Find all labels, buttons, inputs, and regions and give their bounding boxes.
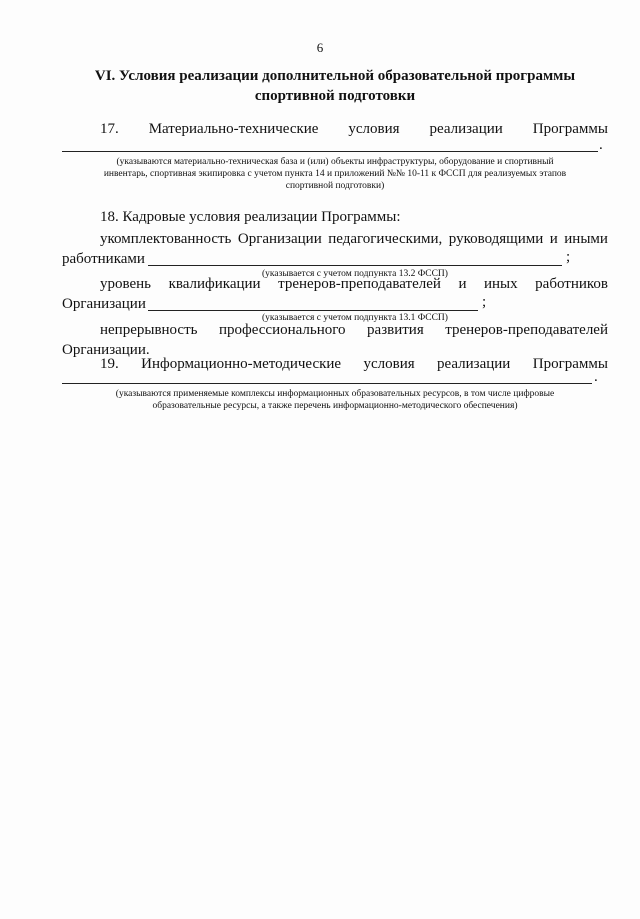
item-19-word: условия <box>363 356 415 372</box>
item-18-continuity-word: развития <box>367 322 424 338</box>
item-18-heading: 18. Кадровые условия реализации Программы: <box>100 209 401 225</box>
item-18-qualification-cont: Организации <box>62 296 146 312</box>
section-title-line-1: VI. Условия реализации дополнительной образовательной программы <box>94 68 576 84</box>
item-18-staffing-fill-line <box>148 265 562 266</box>
item-19-note <box>62 388 608 412</box>
item-19-word: 19. <box>100 356 119 372</box>
item-18-staffing-punct: ; <box>566 249 571 265</box>
item-17-note-line-3: спортивной подготовки) <box>285 181 385 191</box>
item-17-line <box>100 120 608 139</box>
section-title-line-2: спортивной подготовки <box>254 88 416 104</box>
item-18-continuity-cont: Организации. <box>62 342 150 358</box>
item-19-note-line-1: (указываются применяемые комплексы информационных образовательных ресурсов, в том числе цифровые <box>115 389 555 399</box>
item-18-continuity-word: профессионального <box>218 322 346 338</box>
item-18-staffing-word: укомплектованность <box>100 231 232 247</box>
item-18-continuity-word: непрерывность <box>100 322 198 338</box>
item-18-qualification-word: работников <box>535 276 608 292</box>
item-19-word: реализации <box>437 356 511 372</box>
page-number: 6 <box>316 40 324 55</box>
item-18-qualification-punct: ; <box>482 294 487 310</box>
item-17-end-punct: . <box>599 137 603 153</box>
item-18-qualification-word: тренеров-преподавателей <box>278 276 441 292</box>
item-17-word: реализации <box>429 121 503 137</box>
item-17-word: Программы <box>532 121 608 137</box>
item-18-qualification-word: уровень <box>100 276 152 292</box>
item-19-line <box>100 355 608 374</box>
item-18-staffing-word: Организации <box>237 231 322 247</box>
item-18-qualification-line <box>100 275 608 294</box>
item-18-staffing-line <box>100 230 608 249</box>
item-18-staffing-cont: работниками <box>62 251 145 267</box>
item-18-staffing-word: иными <box>564 231 608 247</box>
item-18-qualification-fill-line <box>148 310 478 311</box>
item-19-note-line-2: образовательные ресурсы, а также перечень информационно-методического обеспечения) <box>152 401 518 411</box>
item-18-staffing-note: (указывается с учетом подпункта 13.2 ФССП) <box>262 269 448 279</box>
item-17-note <box>62 156 608 192</box>
item-17-word: 17. <box>100 121 119 137</box>
item-18-continuity-line <box>100 321 608 340</box>
item-17-fill-line <box>62 151 598 152</box>
item-18-staffing-word: и <box>549 231 558 247</box>
item-19-word: Программы <box>532 356 608 372</box>
item-18-continuity-word: тренеров-преподавателей <box>445 322 608 338</box>
item-18-qualification-word: иных <box>484 276 518 292</box>
item-17-note-line-2: инвентарь, спортивная экипировка с учетом пункта 14 и приложений №№ 10-11 к ФССП для реализуемых этапов <box>103 169 567 179</box>
item-18-qualification-word: квалификации <box>168 276 261 292</box>
item-19-end-punct: . <box>594 369 598 385</box>
item-17-note-line-1: (указываются материально-техническая база и (или) объекты инфраструктуры, оборудование и спортивный <box>116 157 554 167</box>
item-18-staffing-word: руководящими <box>448 231 544 247</box>
section-title <box>70 66 600 106</box>
item-18-qualification-note: (указывается с учетом подпункта 13.1 ФССП) <box>262 313 448 323</box>
item-18-staffing-word: педагогическими, <box>328 231 443 247</box>
item-18-qualification-word: и <box>458 276 467 292</box>
item-19-word: Информационно-методические <box>141 356 342 372</box>
item-19-fill-line <box>62 383 592 384</box>
item-17-word: Материально-технические <box>148 121 319 137</box>
item-17-word: условия <box>348 121 400 137</box>
